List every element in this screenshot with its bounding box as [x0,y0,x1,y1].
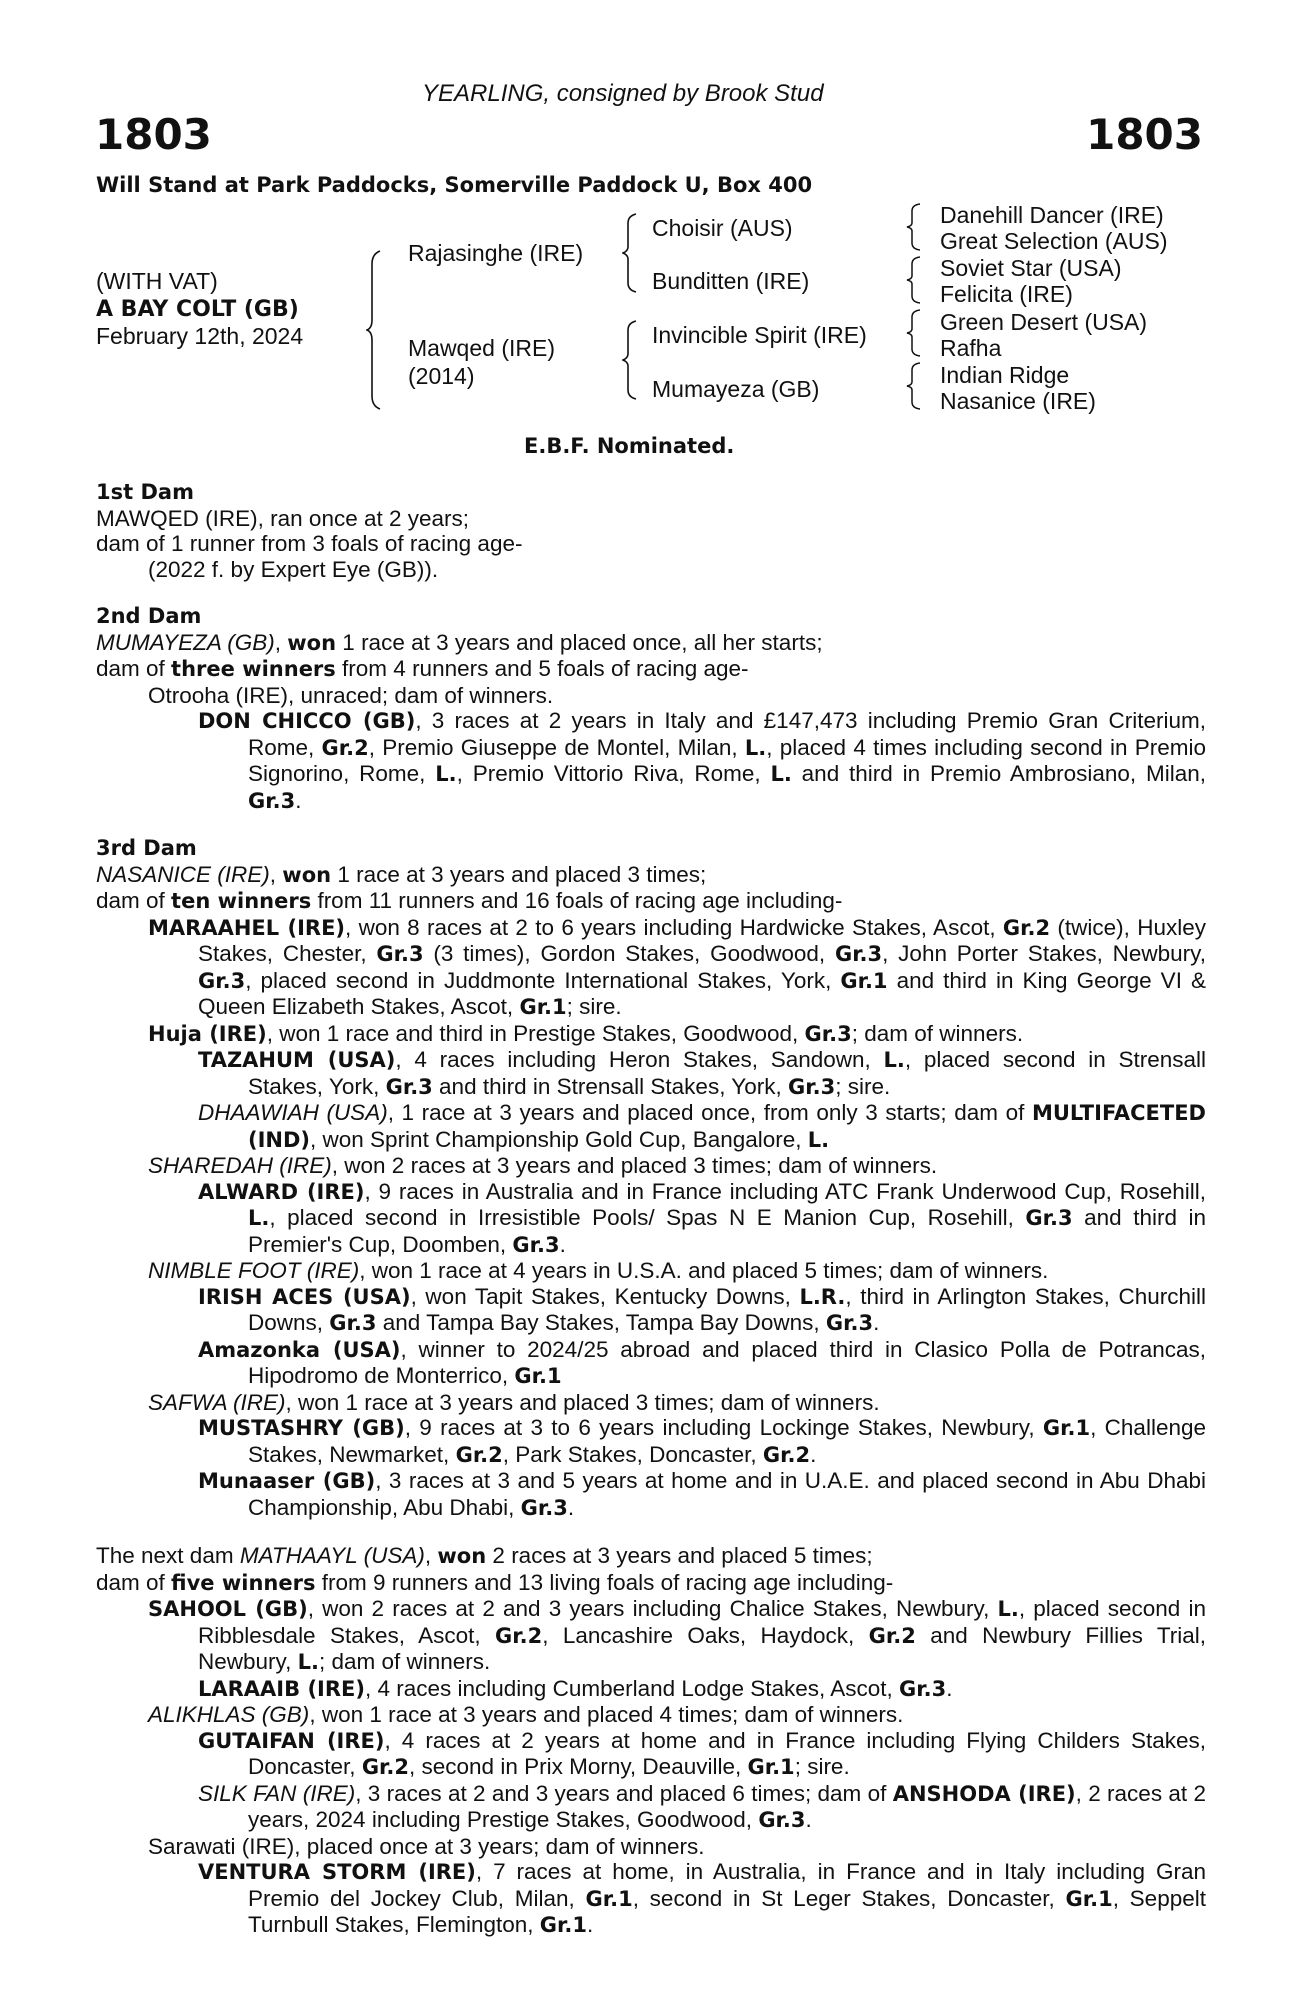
lot-number-left: 1803 [95,110,212,159]
pedigree-sire: Rajasinghe (IRE) [408,240,584,266]
location-line: Will Stand at Park Paddocks, Somerville Paddock U, Box 400 [96,173,813,197]
pedigree-g7: Indian Ridge [940,362,1070,388]
pedigree-brace-g1 [906,203,922,251]
gutaifan-entry: GUTAIFAN (IRE), 4 races at 2 years at home and in France including Flying Childers Stakes, Doncaster, Gr.2, second in Prix Morny, Deauville, Gr.1; sire. [198,1727,1206,1779]
pedigree-brace-g2 [906,256,922,304]
third-dam-produce: dam of ten winners from 11 runners and 16 foals of racing age including- [96,888,843,913]
horse-name: A BAY COLT (GB) [96,297,299,322]
sahool-entry: SAHOOL (GB), won 2 races at 2 and 3 years including Chalice Stakes, Newbury, L., placed second in Ribblesdale Stakes, Ascot, Gr.2, Lancashire Oaks, Haydock, Gr.2 and Newbury Fillies Trial, Newbury, L.; dam of winners. [148,1596,1206,1674]
silk-fan-entry: SILK FAN (IRE), 3 races at 2 and 3 years and placed 6 times; dam of ANSHODA (IRE), 2 races at 2 years, 2024 including Prestige Stakes, Goodwood, Gr.3. [198,1780,1206,1832]
pedigree-g4: Felicita (IRE) [940,281,1073,307]
safwa-entry: SAFWA (IRE), won 1 race at 3 years and placed 3 times; dam of winners. [148,1389,880,1415]
pedigree-dam: Mawqed (IRE) [408,335,555,361]
second-dam-line: MUMAYEZA (GB), won 1 race at 3 years and placed once, all her starts; [96,629,823,655]
pedigree-brace-g4 [906,362,922,410]
vat-note: (WITH VAT) [96,268,218,294]
pedigree-dam-sire: Invincible Spirit (IRE) [652,322,867,348]
catalogue-body [96,480,1206,1939]
first-dam-heading: 1st Dam [96,480,194,504]
dhaawiah-entry: DHAAWIAH (USA), 1 race at 3 years and placed once, from only 3 starts; dam of MULTIFACETED (IND), won Sprint Championship Gold Cup, Bangalore, L. [198,1100,1206,1152]
pedigree-dam-dam: Mumayeza (GB) [652,376,820,402]
first-dam-line-2: dam of 1 runner from 3 foals of racing age- [96,531,523,556]
second-dam-heading: 2nd Dam [96,604,202,628]
munaaser-entry: Munaaser (GB), 3 races at 3 and 5 years at home and in U.A.E. and placed second in Abu Dhabi Championship, Abu Dhabi, Gr.3. [198,1468,1206,1520]
lot-number-right: 1803 [1086,110,1203,159]
pedigree-sire-dam: Bunditten (IRE) [652,268,810,294]
pedigree-g1: Danehill Dancer (IRE) [940,202,1164,228]
third-dam-heading: 3rd Dam [96,836,197,860]
maraahel-entry: MARAAHEL (IRE), won 8 races at 2 to 6 years including Hardwicke Stakes, Ascot, Gr.2 (twice), Huxley Stakes, Chester, Gr.3 (3 times), Gordon Stakes, Goodwood, Gr.3, John Porter Stakes, Newbury, Gr.3, placed second in Juddmonte International Stakes, York, Gr.1 and third in King George VI & Queen Elizabeth Stakes, Ascot, Gr.1; sire. [148,914,1207,1019]
sharedah-entry: SHAREDAH (IRE), won 2 races at 3 years and placed 3 times; dam of winners. [148,1153,938,1178]
pedigree-brace-main [366,250,382,410]
don-chicco-entry: DON CHICCO (GB), 3 races at 2 years in Italy and £147,473 including Premio Gran Criterium, Rome, Gr.2, Premio Giuseppe de Montel, Milan, L., placed 4 times including second in Premio Signorino, Rome, L., Premio Vittorio Riva, Rome, L. and third in Premio Ambrosiano, Milan, Gr.3. [198,708,1207,813]
second-dam-produce: dam of three winners from 4 runners and 5 foals of racing age- [96,656,749,681]
third-dam-line: NASANICE (IRE), won 1 race at 3 years and placed 3 times; [96,861,707,887]
next-dam-produce: dam of five winners from 9 runners and 13 living foals of racing age including- [96,1569,894,1595]
otrooha-entry: Otrooha (IRE), unraced; dam of winners. [148,682,554,708]
amazonka-entry: Amazonka (USA), winner to 2024/25 abroad and placed third in Clasico Polla de Potrancas, Hipodromo de Monterrico, Gr.1 [198,1336,1207,1388]
sarawati-entry: Sarawati (IRE), placed once at 3 years; dam of winners. [148,1833,705,1859]
sale-subtitle: YEARLING, consigned by Brook Stud [422,80,824,107]
alikhlas-entry: ALIKHLAS (GB), won 1 race at 3 years and placed 4 times; dam of winners. [148,1702,904,1727]
first-dam-line-1: MAWQED (IRE), ran once at 2 years; [96,505,470,531]
tazahum-entry: TAZAHUM (USA), 4 races including Heron Stakes, Sandown, L., placed second in Strensall Stakes, York, Gr.3 and third in Strensall Stakes, York, Gr.3; sire. [198,1047,1206,1099]
pedigree-g6: Rafha [940,335,1002,361]
mustashry-entry: MUSTASHRY (GB), 9 races at 3 to 6 years including Lockinge Stakes, Newbury, Gr.1, Challenge Stakes, Newmarket, Gr.2, Park Stakes, Doncaster, Gr.2. [198,1415,1206,1467]
first-dam-line-3: (2022 f. by Expert Eye (GB)). [148,556,439,582]
pedigree-brace-sire [622,213,638,293]
pedigree-brace-g3 [906,309,922,357]
nimble-foot-entry: NIMBLE FOOT (IRE), won 1 race at 4 years in U.S.A. and placed 5 times; dam of winners. [148,1258,1049,1283]
pedigree-g5: Green Desert (USA) [940,309,1148,335]
foaling-date: February 12th, 2024 [96,323,304,349]
next-dam-line: The next dam MATHAAYL (USA), won 2 races at 3 years and placed 5 times; [96,1543,873,1568]
pedigree-g3: Soviet Star (USA) [940,255,1122,281]
pedigree-g8: Nasanice (IRE) [940,388,1096,414]
huja-entry: Huja (IRE), won 1 race and third in Prestige Stakes, Goodwood, Gr.3; dam of winners. [148,1020,1024,1046]
pedigree-g2: Great Selection (AUS) [940,228,1168,254]
ventura-storm-entry: VENTURA STORM (IRE), 7 races at home, in Australia, in France and in Italy including Gran Premio del Jockey Club, Milan, Gr.1, second in St Leger Stakes, Doncaster, Gr.1, Seppelt Turnbull Stakes, Flemington, Gr.1. [198,1859,1206,1937]
pedigree-brace-dam [622,320,638,400]
laraaib-entry: LARAAIB (IRE), 4 races including Cumberland Lodge Stakes, Ascot, Gr.3. [198,1675,953,1701]
irish-aces-entry: IRISH ACES (USA), won Tapit Stakes, Kentucky Downs, L.R., third in Arlington Stakes, Churchill Downs, Gr.3 and Tampa Bay Stakes, Tampa Bay Downs, Gr.3. [198,1283,1206,1335]
pedigree-sire-sire: Choisir (AUS) [652,215,793,241]
pedigree-dam-year: (2014) [408,363,475,389]
ebf-nomination: E.B.F. Nominated. [524,434,735,458]
alward-entry: ALWARD (IRE), 9 races in Australia and in France including ATC Frank Underwood Cup, Rosehill, L., placed second in Irresistible Pools/ Spas N E Manion Cup, Rosehill, Gr.3 and third in Premier's Cup, Doomben, Gr.3. [198,1178,1207,1257]
